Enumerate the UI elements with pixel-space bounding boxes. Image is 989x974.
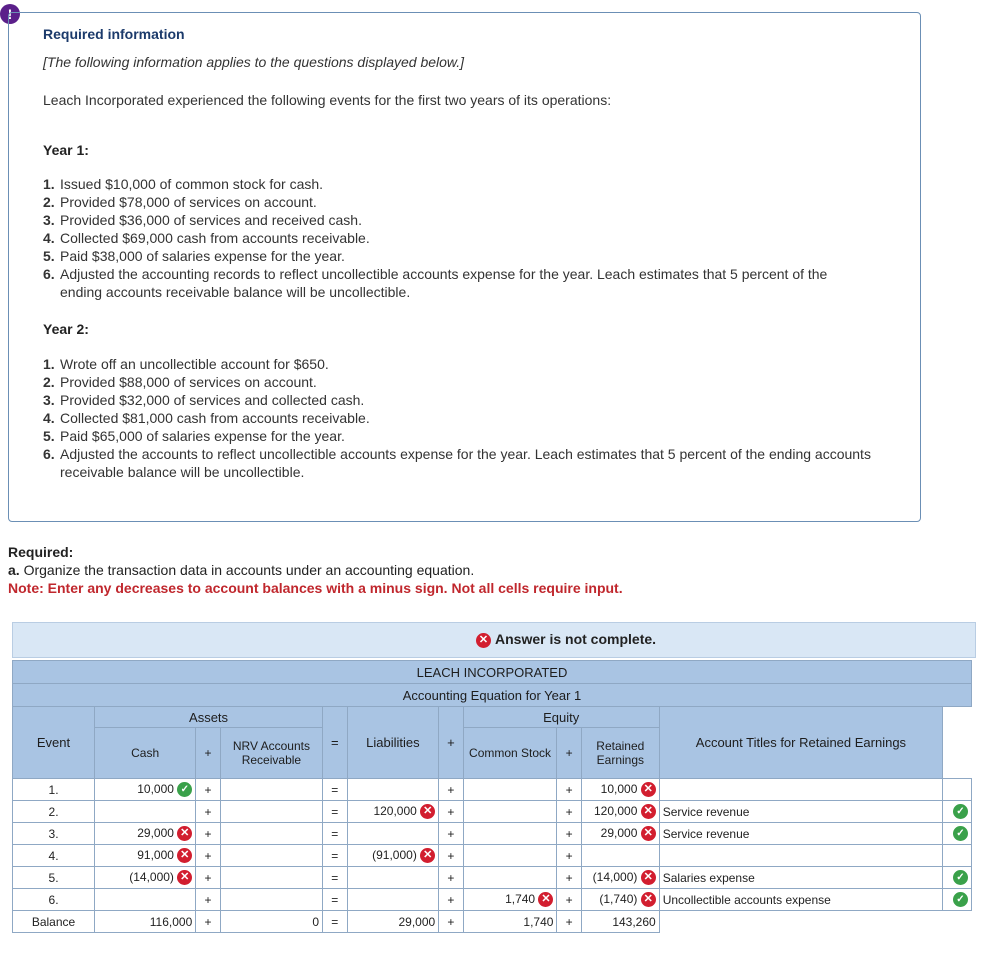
table-row — [13, 867, 972, 889]
liabilities-input-value: 120,000 — [373, 803, 417, 818]
retained-earnings-input[interactable] — [581, 823, 659, 845]
group-equity: Equity — [463, 707, 659, 728]
plus-sign: + — [439, 801, 464, 823]
plus-sign: + — [196, 911, 221, 933]
cash-input-value: 10,000 — [137, 781, 174, 796]
equals-sign: = — [323, 867, 348, 889]
year2-heading: Year 2: — [43, 321, 89, 337]
incorrect-icon: ✕ — [641, 892, 656, 907]
equals-sign: = — [323, 707, 348, 779]
event-text: Provided $32,000 of services and collected cash. — [60, 392, 365, 408]
event-number: 3. — [43, 392, 55, 408]
event-text: Provided $78,000 of services on account. — [60, 194, 317, 210]
plus-sign: + — [557, 823, 582, 845]
account-title-value: Service revenue — [662, 826, 750, 841]
plus-sign: + — [439, 911, 464, 933]
year1-heading: Year 1: — [43, 142, 89, 158]
event-item — [43, 373, 873, 391]
plus-sign: + — [196, 779, 221, 801]
retained-earnings-input-value: (14,000) — [592, 869, 638, 884]
ar-input[interactable] — [220, 823, 322, 845]
equals-sign: = — [323, 889, 348, 911]
plus-sign: + — [557, 867, 582, 889]
equals-sign: = — [323, 801, 348, 823]
plus-sign: + — [196, 889, 221, 911]
incorrect-icon: ✕ — [538, 892, 553, 907]
event-number: 5. — [43, 248, 55, 264]
balance-ar: 0 — [220, 911, 322, 933]
event-text: Issued $10,000 of common stock for cash. — [60, 176, 324, 192]
cash-input-value: 91,000 — [137, 847, 174, 862]
event-item — [43, 193, 873, 211]
common-stock-input[interactable] — [463, 845, 557, 867]
event-cell: 6. — [13, 889, 95, 911]
col-retained-earnings: Retained Earnings — [581, 728, 659, 779]
retained-earnings-input[interactable] — [581, 845, 659, 867]
col-liabilities: Liabilities — [347, 707, 439, 779]
incorrect-icon: ✕ — [641, 870, 656, 885]
table-row — [13, 889, 972, 911]
row-mark-cell — [943, 889, 972, 911]
retained-earnings-input-value: 29,000 — [600, 825, 638, 840]
check-icon: ✓ — [953, 892, 968, 907]
account-title-select[interactable] — [659, 823, 942, 845]
liabilities-input[interactable] — [347, 845, 439, 867]
event-text: Provided $36,000 of services and received cash. — [60, 212, 362, 228]
event-number: 2. — [43, 194, 55, 210]
equals-sign: = — [323, 845, 348, 867]
event-cell: 4. — [13, 845, 95, 867]
balance-row — [13, 911, 972, 933]
year2-events — [43, 355, 873, 481]
event-item — [43, 211, 873, 229]
row-mark-cell — [943, 845, 972, 867]
event-cell: 2. — [13, 801, 95, 823]
equals-sign: = — [323, 779, 348, 801]
check-icon: ✓ — [953, 804, 968, 819]
account-title-select[interactable] — [659, 845, 942, 867]
plus-sign: + — [196, 845, 221, 867]
event-text: Collected $81,000 cash from accounts receivable. — [60, 410, 370, 426]
plus-sign: + — [557, 889, 582, 911]
ar-input[interactable] — [220, 779, 322, 801]
cash-input[interactable] — [95, 801, 196, 823]
incorrect-icon: ✕ — [476, 633, 491, 648]
incorrect-icon: ✕ — [641, 782, 656, 797]
required-label: Required: — [8, 544, 74, 560]
plus-sign: + — [439, 889, 464, 911]
col-nrv-ar: NRV Accounts Receivable — [220, 728, 322, 779]
alert-icon: ! — [0, 4, 20, 24]
plus-sign: + — [557, 911, 582, 933]
account-title-select[interactable] — [659, 779, 942, 801]
year1-events — [43, 175, 873, 301]
incorrect-icon: ✕ — [177, 870, 192, 885]
incorrect-icon: ✕ — [641, 826, 656, 841]
account-title-select[interactable] — [659, 889, 942, 911]
event-number: 1. — [43, 356, 55, 372]
event-item — [43, 391, 873, 409]
answer-status — [476, 631, 656, 648]
plus-sign: + — [557, 779, 582, 801]
accounting-equation-table — [12, 660, 972, 933]
plus-sign: + — [196, 801, 221, 823]
table-row — [13, 845, 972, 867]
required-part-a — [8, 562, 474, 578]
plus-sign: + — [439, 845, 464, 867]
common-stock-input[interactable] — [463, 779, 557, 801]
retained-earnings-input[interactable] — [581, 889, 659, 911]
plus-sign: + — [439, 707, 464, 779]
ar-input[interactable] — [220, 845, 322, 867]
balance-cash: 116,000 — [95, 911, 196, 933]
event-item — [43, 445, 873, 481]
event-text: Wrote off an uncollectible account for $650. — [60, 356, 329, 372]
retained-earnings-input[interactable] — [581, 801, 659, 823]
event-text: Provided $88,000 of services on account. — [60, 374, 317, 390]
required-note: Note: Enter any decreases to account balances with a minus sign. Not all cells require input. — [8, 580, 623, 596]
part-letter: a. — [8, 562, 20, 578]
account-title-value: Service revenue — [662, 804, 750, 819]
ar-input[interactable] — [220, 801, 322, 823]
balance-common-stock: 1,740 — [463, 911, 557, 933]
plus-sign: + — [439, 779, 464, 801]
table-subtitle: Accounting Equation for Year 1 — [13, 684, 972, 707]
event-text: Paid $38,000 of salaries expense for the year. — [60, 248, 345, 264]
group-assets: Assets — [95, 707, 323, 728]
liabilities-input[interactable] — [347, 867, 439, 889]
retained-earnings-input-value: (1,740) — [599, 891, 638, 906]
cash-input[interactable] — [95, 779, 196, 801]
incorrect-icon: ✕ — [177, 826, 192, 841]
retained-earnings-input-value: 10,000 — [600, 781, 638, 796]
info-title: Required information — [43, 26, 185, 42]
table-row — [13, 801, 972, 823]
common-stock-input[interactable] — [463, 823, 557, 845]
retained-earnings-input[interactable] — [581, 867, 659, 889]
event-text: Paid $65,000 of salaries expense for the year. — [60, 428, 345, 444]
part-text: Organize the transaction data in accounts under an accounting equation. — [23, 562, 475, 578]
cash-input[interactable] — [95, 845, 196, 867]
incorrect-icon: ✕ — [420, 804, 435, 819]
plus-sign: + — [439, 867, 464, 889]
liabilities-input[interactable] — [347, 823, 439, 845]
event-number: 6. — [43, 446, 55, 462]
plus-sign: + — [196, 823, 221, 845]
plus-sign: + — [557, 845, 582, 867]
check-icon: ✓ — [953, 870, 968, 885]
common-stock-input[interactable] — [463, 889, 557, 911]
retained-earnings-input-value: 120,000 — [593, 803, 638, 818]
balance-liabilities: 29,000 — [347, 911, 439, 933]
event-text: Adjusted the accounting records to reflect uncollectible accounts expense for the year. Leach estimates that 5 percent of the ending accounts receivable balance will be uncollectible. — [60, 266, 828, 300]
liabilities-input-value: (91,000) — [372, 847, 417, 862]
event-text: Adjusted the accounts to reflect uncollectible accounts expense for the year. Leach estimates that 5 percent of the ending accounts receivable balance will be uncollectible. — [60, 446, 871, 480]
event-item — [43, 175, 873, 193]
answer-status-text: Answer is not complete. — [495, 631, 657, 647]
account-title-value: Uncollectible accounts expense — [662, 892, 831, 907]
common-stock-input[interactable] — [463, 867, 557, 889]
table-row — [13, 823, 972, 845]
event-number: 5. — [43, 428, 55, 444]
event-cell: 5. — [13, 867, 95, 889]
plus-sign: + — [439, 823, 464, 845]
event-item — [43, 409, 873, 427]
common-stock-input-value: 1,740 — [505, 891, 536, 906]
event-text: Collected $69,000 cash from accounts receivable. — [60, 230, 370, 246]
ar-input[interactable] — [220, 889, 322, 911]
plus-sign: + — [557, 728, 582, 779]
incorrect-icon: ✕ — [177, 848, 192, 863]
cash-input-value: (14,000) — [129, 869, 174, 884]
event-number: 6. — [43, 266, 55, 282]
event-cell: 1. — [13, 779, 95, 801]
row-mark-cell — [943, 801, 972, 823]
plus-sign: + — [557, 801, 582, 823]
account-title-value: Salaries expense — [662, 870, 755, 885]
account-title-select[interactable] — [659, 867, 942, 889]
event-item — [43, 229, 873, 247]
event-number: 4. — [43, 410, 55, 426]
equals-sign: = — [323, 823, 348, 845]
event-item — [43, 265, 873, 301]
event-cell: 3. — [13, 823, 95, 845]
info-intro: Leach Incorporated experienced the following events for the first two years of its operations: — [43, 92, 612, 108]
event-item — [43, 427, 873, 445]
row-mark-cell — [943, 779, 972, 801]
col-common-stock: Common Stock — [463, 728, 557, 779]
row-mark-cell — [943, 867, 972, 889]
equals-sign: = — [323, 911, 348, 933]
common-stock-input[interactable] — [463, 801, 557, 823]
cash-input[interactable] — [95, 889, 196, 911]
event-number: 1. — [43, 176, 55, 192]
retained-earnings-input[interactable] — [581, 779, 659, 801]
event-number: 4. — [43, 230, 55, 246]
liabilities-input[interactable] — [347, 889, 439, 911]
incorrect-icon: ✕ — [641, 804, 656, 819]
table-row — [13, 779, 972, 801]
liabilities-input[interactable] — [347, 801, 439, 823]
cash-input[interactable] — [95, 867, 196, 889]
check-icon: ✓ — [177, 782, 192, 797]
plus-sign: + — [196, 867, 221, 889]
cash-input[interactable] — [95, 823, 196, 845]
event-item — [43, 355, 873, 373]
event-item — [43, 247, 873, 265]
row-mark-cell — [943, 823, 972, 845]
event-number: 2. — [43, 374, 55, 390]
balance-label: Balance — [13, 911, 95, 933]
col-event: Event — [13, 707, 95, 779]
balance-empty — [659, 911, 971, 933]
col-cash: Cash — [95, 728, 196, 779]
incorrect-icon: ✕ — [420, 848, 435, 863]
account-title-select[interactable] — [659, 801, 942, 823]
liabilities-input[interactable] — [347, 779, 439, 801]
check-icon: ✓ — [953, 826, 968, 841]
plus-sign: + — [196, 728, 221, 779]
ar-input[interactable] — [220, 867, 322, 889]
col-account-titles: Account Titles for Retained Earnings — [659, 707, 942, 779]
table-company: LEACH INCORPORATED — [13, 661, 972, 684]
event-number: 3. — [43, 212, 55, 228]
cash-input-value: 29,000 — [137, 825, 174, 840]
balance-retained-earnings: 143,260 — [581, 911, 659, 933]
info-subtitle: [The following information applies to the questions displayed below.] — [43, 54, 465, 70]
